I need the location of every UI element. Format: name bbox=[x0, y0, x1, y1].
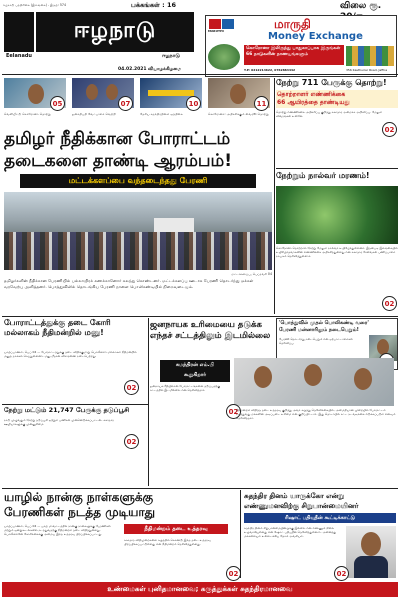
democracy-caption-line1: சுமந்திரன் எம்.பி bbox=[175, 362, 215, 368]
jaffna-body-1: யாழ்ப்பாணம், பெப் 04 — யாழ் மாவட்டத்தில் நான்கு நாள்களுக்கு பேரணிகள் மற்றும் ஒன்றுகூடல்களை நடத்துவதற்கு நீதிமன்றம் தடை விதித்துள்ளது. பொலிஸாரின் கோரிக்கைக்கு அமைய இந்த உத்தரவு பிறப்பிக்கப்பட்டது. bbox=[4, 524, 111, 536]
ban-body: யாழ்ப்பாணம், பெப் 04 — போராட்டத்துக்கு தடை விதிக்குமாறு பொலிஸார் மல்லாகம் நீதிமன்றில் மனுத் தாக்கல் செய்துள்ளனர். மனு மீதான விசாரணை நடைபெற்றது. bbox=[4, 350, 137, 358]
ad-logo bbox=[208, 18, 236, 34]
ban-headline[interactable]: போராட்டத்துக்கு தடை கோரி மல்லாகம் நீதிமன்றில் மனு! bbox=[4, 318, 111, 337]
quote-headline: 'பொத்துவில் முதல் பொலிகண்டி வரை' bbox=[279, 320, 369, 326]
independence-headline-line1: சுதந்திர தினம் யாருக்கோ என்று bbox=[244, 492, 345, 500]
democracy-caption bbox=[160, 360, 230, 382]
vaccine-body: நாடு முழுவதும் நேற்று தடுப்பூசி ஏற்றும் பணிகள் முன்னெடுக்கப்பட்டன. சுகாதார ஊழியர்களுக்கு முன்னுரிமை. bbox=[4, 418, 114, 426]
sumanthiran-photo bbox=[234, 358, 394, 406]
teaser-item[interactable] bbox=[206, 76, 272, 126]
quote-subhead: பேரணி மன்னாரிலும் நடைபெறும்! bbox=[279, 327, 359, 333]
ad-brand: மாருதி bbox=[274, 17, 311, 31]
logo-sub-left: Eelanadu bbox=[6, 53, 32, 59]
currency-notes-image bbox=[346, 46, 394, 66]
page-badge: 11 bbox=[254, 96, 269, 111]
divider bbox=[276, 168, 398, 169]
price: விலை ரூ. bbox=[340, 1, 382, 11]
teaser-caption: கொரோனா: அதிகரிக்கும் வைரஸ் தொற்று bbox=[208, 112, 269, 116]
page-badge: 02 bbox=[226, 404, 241, 419]
logo-sub-right: ஈழநாடு bbox=[162, 53, 180, 59]
teaser-caption: ஜனாதிபதி வேட்பாளர் வெற்றி bbox=[72, 112, 116, 116]
logo-text: ஈழநாடு bbox=[36, 12, 194, 52]
lead-headline-line1: தமிழர் நீதிக்கான போராட்டம் bbox=[4, 129, 231, 149]
jaffna-headline-line1: யாழில் நான்கு நாள்களுக்கு bbox=[4, 490, 154, 504]
right-story-1[interactable]: நேற்று 711 பேருக்கு தொற்று! தொற்றாளர் எண்ணிக்கை 66 ஆயிரத்தை தாண்டியது தொற்று எண்ணிக்கை அதிகரிப்பு குறித்து சுகாதார அமைச்சு அறிவிப்பு. மேலும் விவரங்கள் உள்ளே. 02 bbox=[276, 78, 398, 166]
date-line: 04.02.2021 வியாழக்கிழமை bbox=[118, 67, 182, 72]
jaffna-kicker: நீதிமன்றம் தடை உத்தரவு bbox=[124, 524, 228, 534]
democracy-caption-line2: கூறுகிறார் bbox=[184, 372, 206, 378]
teaser-item[interactable] bbox=[138, 76, 204, 126]
page-badge: 02 bbox=[382, 296, 397, 311]
story-headline: நேற்று 711 பேருக்கு தொற்று! bbox=[276, 78, 387, 87]
logo-block bbox=[4, 12, 194, 52]
divider bbox=[2, 74, 398, 75]
page-badge: 02 bbox=[382, 122, 397, 137]
independence-headline-line2: எண்ணுமளவிற்கு சிறுபான்மையினர் bbox=[244, 502, 359, 510]
ad-phone: T.P: 0212214622, 0762884442 bbox=[244, 68, 296, 72]
jaffna-headline-line2: பேரணிகள் நடத்த முடியாது bbox=[4, 505, 156, 519]
democracy-body: ஜனநாயக ரீதியிலான போராட்டங்களை தடுப்பதற்கு சட்டத்தில் இடமில்லை என தெரிவித்தார். bbox=[150, 384, 220, 392]
page-badge: 07 bbox=[118, 96, 133, 111]
democracy-headline-line2: எந்தச் சட்டத்திலும் இடமில்லை bbox=[150, 331, 271, 341]
quote-box[interactable]: 'பொத்துவில் முதல் பொலிகண்டி வரை' பேரணி மன்னாரிலும் நடைபெறும்! பேரணி தொடர்ந்து நடைபெறும் என ஏற்பாட்டாளர்கள் தெரிவிப்பு. bbox=[276, 318, 398, 370]
column-divider bbox=[240, 490, 241, 578]
independence-headline[interactable] bbox=[244, 491, 398, 515]
ad-tagline: Money Exchange bbox=[268, 31, 363, 42]
teaser-caption: வெளியீட்டு கொரோனா தொற்று bbox=[4, 112, 51, 116]
top-advertisement[interactable] bbox=[205, 15, 397, 77]
page-badge: 10 bbox=[186, 96, 201, 111]
divider bbox=[2, 404, 148, 405]
divider bbox=[2, 488, 398, 489]
rishad-photo bbox=[346, 526, 396, 578]
independence-kicker: ரிஷாட் பதியுதீன் கூட்டிக்காட்டு bbox=[244, 513, 396, 523]
lead-headline-line2: தடைகளை தாண்டி ஆரம்பம்! bbox=[4, 151, 232, 171]
jaffna-body-2: சுகாதார விதிமுறைகளை கருத்தில் கொண்டு இந்த தடை உத்தரவு பிறப்பிக்கப்பட்டுள்ளது என நீதிமன்றம் தெரிவித்துள்ளது. bbox=[124, 538, 211, 546]
teaser-item[interactable] bbox=[2, 76, 68, 126]
page-count: பக்கங்கள் : 16 bbox=[131, 1, 177, 9]
ad-address: 356 Kasthuriar Road, Jaffna bbox=[346, 68, 388, 72]
jaffna-headline[interactable] bbox=[4, 490, 236, 522]
vaccine-headline[interactable]: நேற்று மட்டும் 21,747 பேருக்கு தடுப்பூசி bbox=[4, 406, 130, 414]
coronavirus-image bbox=[276, 186, 398, 244]
democracy-body-2: நீதிமன்றம் விதித்த தடை உத்தரவு குறித்து அவர் கருத்து தெரிவிக்கையில், அமைதியான முறையில் போராட்டம் நடத்துவது மக்களின் அடிப்படை உரிமை என குறிப்பிட்டார். இது தொடர்பில் சட்ட நடவடிக்கை எடுக்கப்படும் எனவும் தெரிவித்தார். bbox=[236, 408, 396, 420]
right-story-2-body: கொரோனா தொற்றால் நேற்று மேலும் நால்வர் உயிரிழந்துள்ளனர். இதன்படி இலங்கையில் உயிரிழந்தவர்களின் எண்ணிக்கை அதிகரித்துள்ளது என சுகாதார சேவைகள் பணிப்பாளர் நாயகம் தெரிவித்துள்ளார். bbox=[276, 246, 398, 258]
column-divider bbox=[148, 318, 149, 486]
page-badge: 05 bbox=[50, 96, 65, 111]
masthead-logo[interactable] bbox=[2, 10, 199, 62]
lead-dateline: மட்டக்களப்பு, பெப்ரவரி 04 bbox=[231, 272, 272, 276]
democracy-headline[interactable] bbox=[150, 320, 274, 358]
ad-notice: கொரோனா இலிருந்து பாதுகாப்பாக இருங்கள் 66 நாடுகளின் நாணயங்களும் bbox=[244, 45, 344, 65]
independence-body: சுதந்திர தினம் சிறுபான்மையினருக்கு இல்லை என எண்ணும் நிலை உருவாகியுள்ளது என ரிஷாட் பதியுதீன் தெரிவித்துள்ளார். அனைத்து மக்களையும் உள்ளடக்கிய தேசம் அவசியம். bbox=[244, 526, 337, 538]
page-badge: 02 bbox=[334, 566, 349, 581]
page-badge: 02 bbox=[226, 566, 241, 581]
teaser-caption: தேசிய சுதந்திரதினம் ஒத்திகை bbox=[140, 112, 183, 116]
page-badge: 02 bbox=[124, 434, 139, 449]
column-divider bbox=[274, 78, 275, 314]
footer-slogan: உண்மைகள் புனிதமானவை; கருத்துக்கள் சுதந்திரமானவை bbox=[2, 582, 398, 597]
story-subhead: தொற்றாளர் எண்ணிக்கை 66 ஆயிரத்தை தாண்டியது bbox=[276, 90, 398, 108]
ad-small-brand: MARUTHI bbox=[208, 29, 224, 33]
right-story-2-headline: நேற்றும் நால்வர் மரணம்! bbox=[276, 171, 370, 180]
lead-kicker: மட்டக்களப்பை வந்தடைந்தது பேரணி bbox=[20, 174, 256, 188]
page-badge: 02 bbox=[124, 380, 139, 395]
lead-body: தமிழர்களின் நீதிக்கான பேரணியில் பல்லாயிரக் கணக்கானோர் கலந்து கொண்டனர். மட்டக்களப்பு ஊடாக பேரணி தொடர்ந்து மக்கள் வரவேற்பு அளித்தனர். பொத்துவிலில் தொடங்கிய பேரணி நாளை பொலிகண்டியில் நிறைவடையும். bbox=[4, 278, 254, 289]
democracy-headline-line1: ஜனநாயக உரிமையை தடுக்க bbox=[150, 320, 262, 330]
virus-icon bbox=[208, 44, 240, 70]
divider bbox=[2, 316, 398, 317]
teaser-strip bbox=[2, 76, 272, 126]
protest-photo bbox=[4, 192, 272, 270]
issue-info: ஈழநாடு பத்திரிகை (இலங்கை) - இதழ்: 574 bbox=[3, 3, 66, 7]
teaser-item[interactable] bbox=[70, 76, 136, 126]
